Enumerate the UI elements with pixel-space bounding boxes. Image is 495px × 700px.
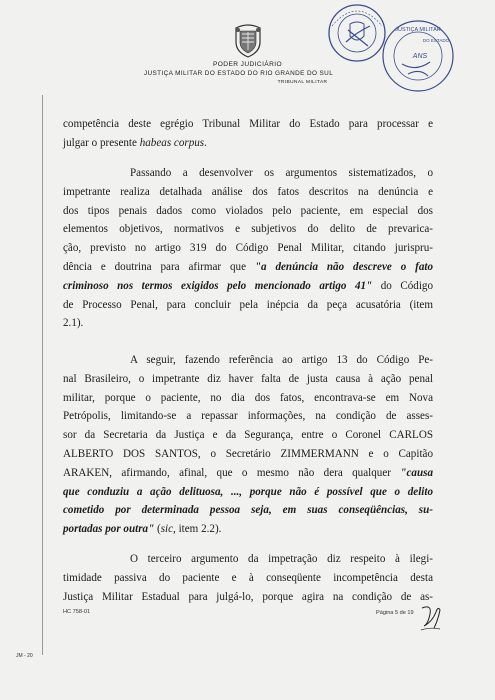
header-justice-name: JUSTIÇA MILITAR DO ESTADO DO RIO GRANDE DO SUL: [143, 70, 334, 77]
court-received-stamp: [380, 18, 456, 94]
case-number: HC 758-01: [63, 609, 91, 615]
handwritten-initials-icon: [418, 602, 444, 632]
paragraph-2-line-1: Passando a desenvolver os argumentos sistematizados, o: [130, 167, 433, 179]
stamp-text-top: JUSTIÇA MILITAR: [395, 27, 441, 33]
text-span: dência e doutrina para afirmar que: [63, 260, 255, 273]
quoted-text: "a denúncia não descreve o fato: [254, 260, 433, 273]
paragraph-3-line-6: ALBERTO DOS SANTOS, o Secretário ZIMMERMANN e o Capitão: [63, 447, 433, 460]
text-span: item 2.2).: [175, 523, 222, 536]
paragraph-1: [63, 115, 433, 153]
habeas-corpus-term: habeas corpus: [139, 136, 205, 149]
circular-seal-stamp: [326, 2, 388, 64]
paragraph-4-line-1: O terceiro argumento da impetração diz respeito à ilegi-: [130, 553, 433, 565]
paragraph-3-line-4: Petrópolis, limitando-se a repassar informações, na condição de asses-: [63, 410, 433, 423]
stamp-text-center: ANS: [412, 53, 428, 60]
paragraph-2-line-6: [63, 258, 433, 277]
paragraph-1-line-1: competência deste egrégio Tribunal Militar do Estado para processar e: [63, 118, 433, 130]
paragraph-3-line-1: A seguir, fazendo referência ao artigo 13 do Código Pe-: [130, 354, 433, 366]
coat-of-arms-icon: [232, 22, 264, 58]
text-span: ARAKEN, afirmando, afinal, que o mesmo não dera qualquer: [63, 466, 401, 479]
paragraph-2-line-9: 2.1).: [63, 317, 84, 330]
paragraph-2-line-8: de Processo Penal, para concluir pela inépcia da peça acusatória (item: [63, 298, 433, 311]
paragraph-3-line-3: militar, porque o paciente, no dia dos fatos, encontrava-se em Nova: [63, 391, 433, 404]
page-number: Página 5 de 19: [376, 610, 414, 616]
paragraph-2-line-4: elementos objetivos, normativos e subjetivos do delito de prevarica-: [63, 223, 433, 236]
paragraph-2-line-5: ção, previsto no artigo 319 do Código Penal Militar, citando jurispru-: [63, 242, 433, 255]
text-span: .: [204, 136, 207, 149]
paragraph-3: [63, 351, 433, 539]
paragraph-3-line-7: [63, 464, 433, 483]
paragraph-4-line-3: Justiça Militar Estadual para julgá-lo, porque agira na condição de as-: [63, 590, 433, 603]
paragraph-4: [63, 550, 433, 606]
paragraph-2-line-3: dos tipos penais dados como violados pelo paciente, em especial dos: [63, 204, 433, 217]
paragraph-3-line-10: [63, 520, 433, 539]
header-tribunal-name: TRIBUNAL MILITAR: [277, 80, 328, 85]
paragraph-2-line-7: [63, 277, 433, 296]
paragraph-3-line-2: nal Brasileiro, o impetrante diz haver falta de justa causa à ação penal: [63, 372, 433, 385]
paragraph-1-line-2: [63, 134, 433, 153]
paragraph-3-line-8: que conduziu a ação delituosa, ..., porque não é possível que o delito: [63, 485, 433, 498]
text-span: (: [154, 523, 161, 536]
sic-term: sic,: [160, 523, 176, 536]
text-span: do Código: [372, 279, 433, 292]
paragraph-2: [63, 164, 433, 333]
paragraph-3-line-9: cometido por determinada pessoa seja, em suas conseqüências, su-: [63, 504, 433, 517]
header-court-name: PODER JUDICIÁRIO: [212, 61, 283, 68]
form-code: JM - 20: [16, 653, 33, 659]
paragraph-2-line-2: impetrante realiza detalhada análise dos fatos descritos na denúncia e: [63, 185, 433, 198]
paragraph-4-line-2: timidade passiva do paciente e à conseqüente incompetência desta: [63, 571, 433, 584]
stamp-text-right: DO ESTADO: [422, 38, 450, 43]
paragraph-3-line-5: sor da Secretaria da Justiça e da Segurança, entre o Coronel CARLOS: [63, 429, 433, 442]
left-margin-rule: [42, 95, 43, 655]
quoted-text: portadas por outra": [63, 523, 155, 536]
quoted-text: "causa: [400, 466, 433, 479]
quoted-text: criminoso nos termos exigidos pelo mencionado artigo 41": [63, 279, 373, 292]
text-span: julgar o presente: [63, 136, 140, 149]
